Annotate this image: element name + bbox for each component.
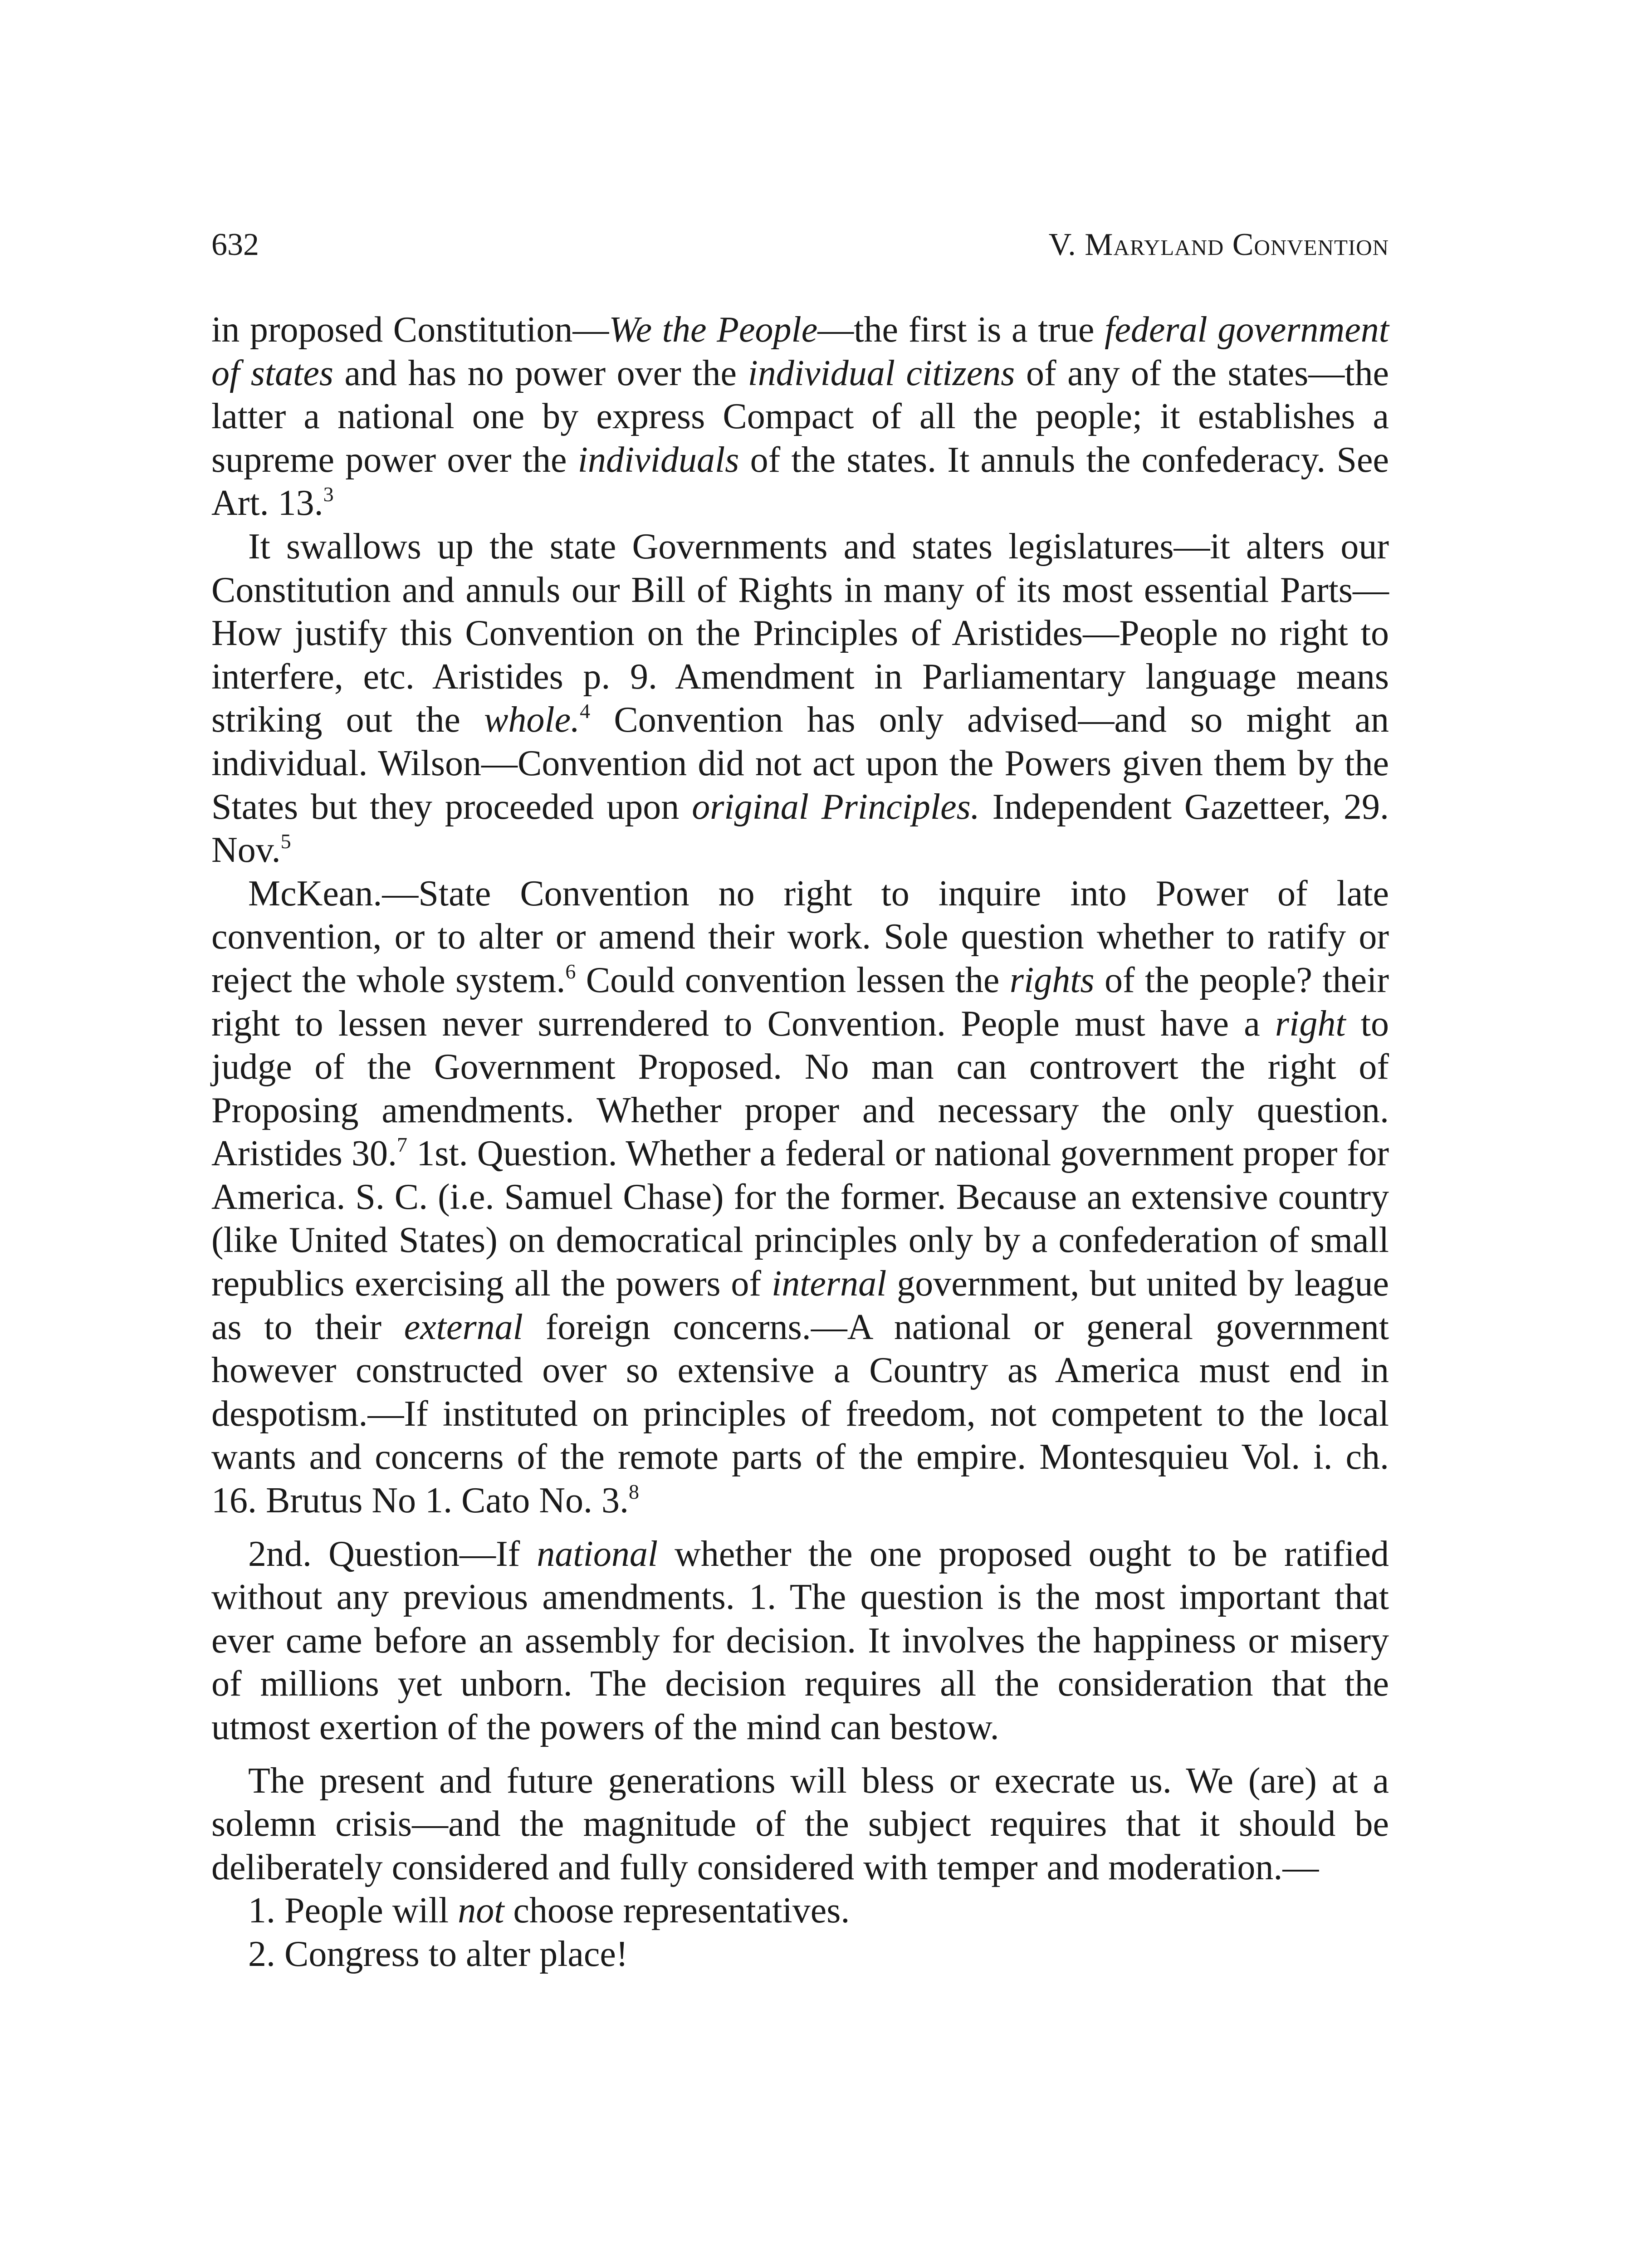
footnote-marker: 3 [323,483,334,506]
text-run: Convention has only advised—and so might an individual. Wilson—Convention did not act upon the Powers given them by the States but they proceeded upon [211,700,1389,827]
italic-text: individuals [577,440,739,480]
numbered-list [211,1889,1389,1976]
text-run: choose representatives. [504,1891,850,1931]
text-run: government, but united by league as to their [211,1264,1389,1347]
italic-text: national [537,1534,658,1574]
italic-text: rights [1009,960,1095,1000]
text-run: McKean.—State Convention no right to inquire into Power of late convention, or to alter or amend their work. Sole question whether to ratify or reject the whole system. [211,873,1389,1000]
text-run: and has no power over the [333,353,748,393]
italic-text: external [404,1307,523,1347]
footnote-marker: 8 [629,1480,639,1504]
text-run: 1. People will [248,1891,458,1931]
text-run: It swallows up the state Governments and states legislatures—it alters our Constitution and annuls our Bill of Rights in many of its most essential Parts—How justify this Convention on the Principles of Aristides—People no right to interfere, etc. Aristides p. 9. Amendment in Parliamentary language means striking out the [211,526,1389,740]
body-text [211,308,1389,1976]
footnote-marker: 6 [565,959,576,983]
italic-text: whole. [484,700,580,740]
text-run: The present and future generations will bless or execrate us. We (are) at a solemn crisis—and the magnitude of the subject requires that it should be deliberately considered and fully considered with temper and moderation.— [211,1760,1389,1887]
text-run: 1st. Question. Whether a federal or national government proper for America. S. C. (i.e. Samuel Chase) for the former. Because an extensive country (like United States) on democratical principles only by a confederation of small republics exercising all the powers of [211,1134,1389,1304]
text-run: foreign concerns.—A national or general government however constructed over so extensive a Country as America must end in despotism.—If instituted on principles of freedom, not competent to the local wants and concerns of the remote parts of the empire. Montesquieu Vol. i. ch. 16. Brutus No 1. Cato No. 3. [211,1307,1389,1521]
text-run: in proposed Constitution— [211,310,609,350]
list-item [211,1933,1389,1976]
text-run: 2nd. Question—If [248,1534,537,1574]
paragraph [211,308,1389,525]
italic-text: individual citizens [748,353,1015,393]
text-run: of the states. It annuls the confederacy. See Art. 13. [211,440,1389,523]
text-run: to judge of the Government Proposed. No man can controvert the right of Proposing amendments. Whether proper and necessary the only question. Aristides 30. [211,1003,1389,1174]
paragraph [211,1533,1389,1750]
page-number: 632 [211,227,259,262]
text-run: of any of the states—the latter a national one by express Compact of all the people; it establishes a supreme power over the [211,353,1389,480]
text-run: of the people? their right to lessen never surrendered to Convention. People must have a [211,960,1389,1044]
italic-text: We the People [609,310,818,350]
text-run: 2. Congress to alter place! [248,1934,628,1974]
paragraph [211,1760,1389,1890]
italic-text: not [458,1891,504,1931]
text-run: whether the one proposed ought to be ratified without any previous amendments. 1. The question is the most important that ever came before an assembly for decision. It involves the happiness or misery of millions yet unborn. The decision requires all the consideration that the utmost exertion of the powers of the mind can bestow. [211,1534,1389,1747]
text-run: Independent Gazetteer, 29. Nov. [211,787,1389,870]
paragraph [211,872,1389,1523]
italic-text: federal government of states [211,310,1389,393]
page-header [211,229,1389,261]
italic-text: internal [771,1264,887,1304]
paragraph [211,525,1389,872]
footnote-marker: 4 [580,699,591,723]
list-item [211,1889,1389,1933]
italic-text: right [1275,1003,1346,1044]
footnote-marker: 5 [280,830,291,853]
footnote-marker: 7 [397,1133,408,1157]
running-head: V. Maryland Convention [1048,227,1389,262]
text-run: —the first is a true [817,310,1105,350]
italic-text: original Principles. [692,787,980,827]
text-run: Could convention lessen the [576,960,1010,1000]
